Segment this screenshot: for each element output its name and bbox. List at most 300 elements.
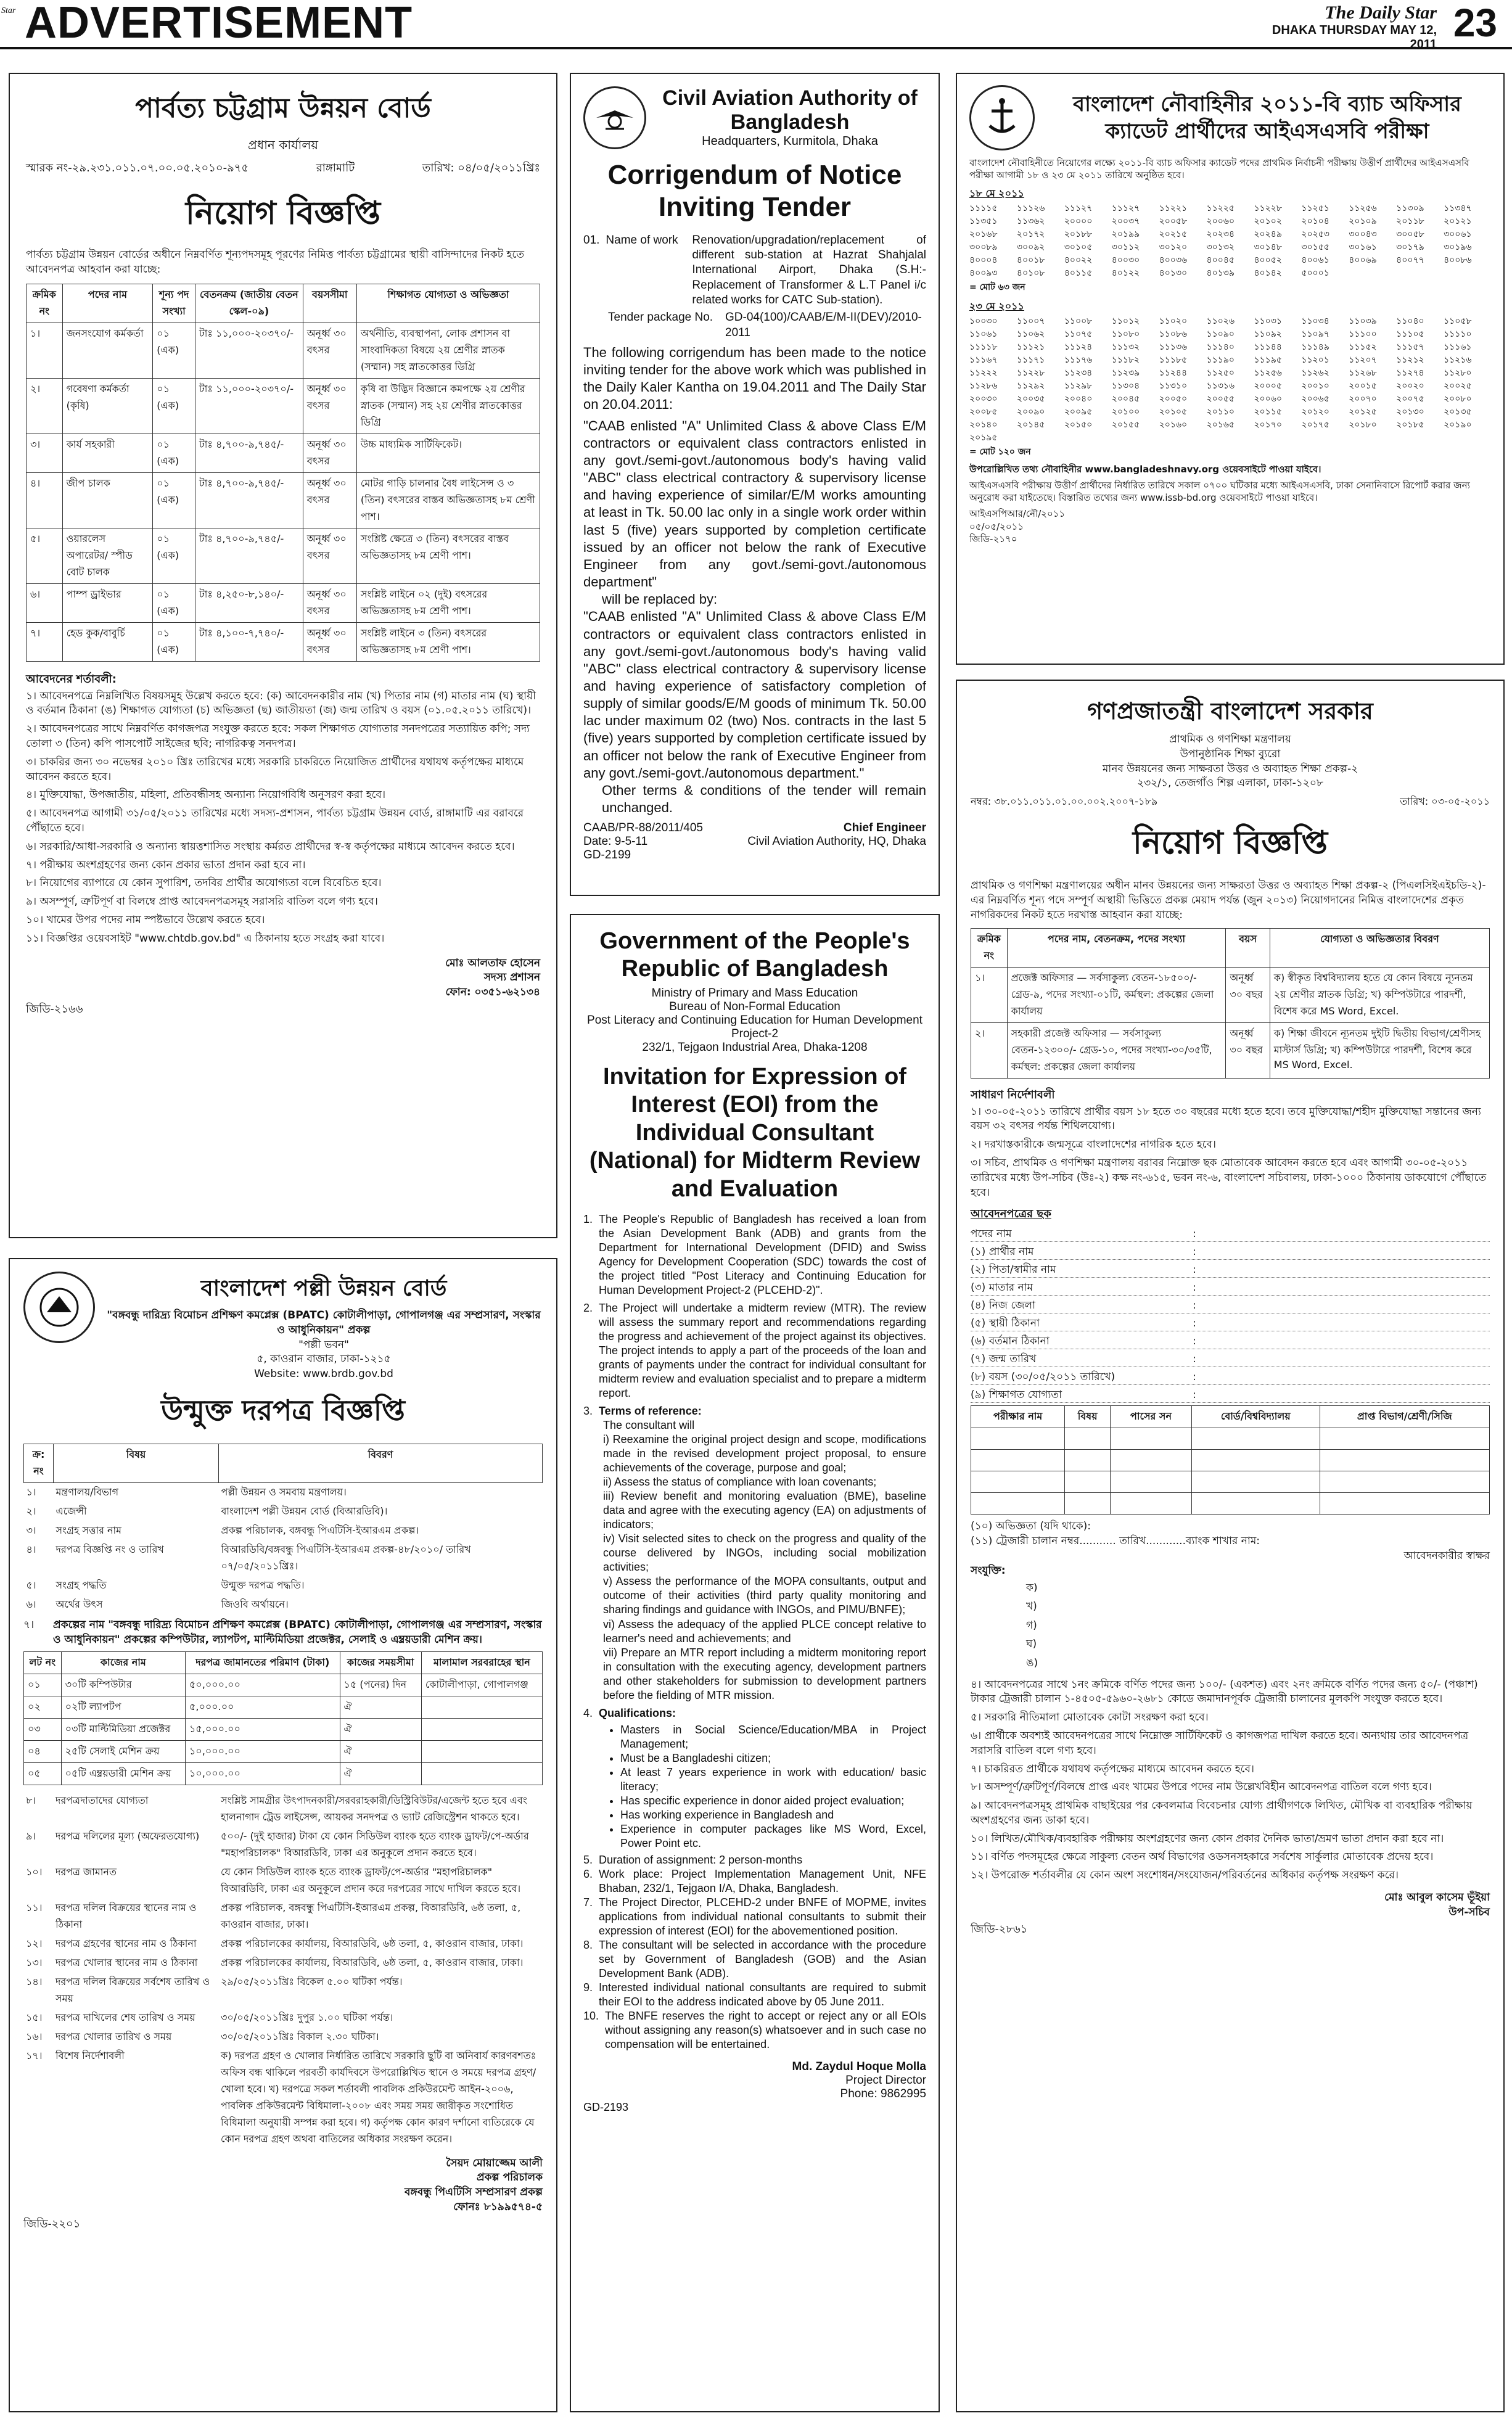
table-cell — [421, 1696, 542, 1718]
list-item: • Has working experience in Bangladesh and — [620, 1808, 926, 1822]
table-header: পদের নাম — [62, 284, 153, 323]
roll-number: ১১০৮০ — [1111, 329, 1140, 339]
navy-intro: বাংলাদেশ নৌবাহিনীতে নিয়োগের লক্ষ্যে ২০১১-বি ব্যাচ অফিসার ক্যাডেট পদের প্রাথমিক নির্বাচনী পরীক্ষায় উত্তীর্ণ প্রার্থীদের আইএসএসবি পরীক্ষা আগামী ১৮ ও ২৩ মে ২০১১ তারিখে অনুষ্ঠিত হবে। — [969, 157, 1469, 181]
table-cell: ৩০/০৫/২০১১খ্রিঃ দুপুর ১.০০ ঘটিকা পর্যন্ত। — [221, 2011, 393, 2023]
brdb-details — [23, 1791, 543, 2149]
brdb-signer-project: বঙ্গবন্ধু পিএটিসি সম্প্রসারণ প্রকল্প — [405, 2186, 543, 2199]
table-cell: এজেন্সী — [55, 1505, 87, 1517]
table-header: পরীক্ষার নাম — [971, 1406, 1065, 1428]
roll-number: ২০১১০ — [1206, 406, 1235, 417]
roll-number: ১১১৫২ — [1349, 342, 1377, 352]
roll-number: ৪০০৩৬ — [1159, 255, 1188, 265]
caab-p2: Other terms & conditions of the tender will remain unchanged. — [602, 782, 926, 816]
table-cell: ০২টি ল্যাপটপ — [61, 1696, 185, 1718]
gov-edu-exp: (১০) অভিজ্ঞতা (যদি থাকে): — [971, 1520, 1091, 1533]
table-cell: ক) স্বীকৃত বিশ্ববিদ্যালয় হতে যে কোন বিষয়ে ন্যূনতম ২য় শ্রেণীর স্নাতক ডিগ্রি; খ) কম্পিউটারে পারদর্শী, বিশেষ করে MS Word, Excel. — [1270, 967, 1489, 1022]
table-cell: অনূর্ধ্ব ৩০ বছর — [1226, 967, 1270, 1022]
table-cell: ০২ — [24, 1696, 62, 1718]
brdb-item7-no: ৭। — [23, 1618, 35, 1631]
table-cell: অনূর্ধ্ব ৩০ বৎসর — [303, 472, 356, 528]
gov-edu-general — [971, 1105, 1490, 1201]
navy-day2-label: ২৩ মে ২০১১ — [969, 300, 1024, 312]
table-header: বোর্ড/বিশ্ববিদ্যালয় — [1192, 1406, 1320, 1428]
roll-number: ১১২৫৬ — [1349, 203, 1377, 213]
roll-number: ২০১২১ — [1444, 216, 1472, 226]
table-header: বয়স — [1226, 928, 1270, 967]
caab-pkg-label: Tender package No. — [608, 311, 713, 324]
gov-edu-challan: (১১) ট্রেজারী চালান নম্বর........... তারিখ............ব্যাংক শাখার নাম: — [971, 1535, 1260, 1548]
navy-ref: আইএসপিআর/নৌ/২০১১ — [969, 508, 1066, 520]
list-item: ii) Assess the status of compliance with loan covenants; — [603, 1476, 877, 1489]
roll-number: ১১০১২ — [1111, 316, 1140, 326]
table-cell: টাঃ ৪,৭০০-৯,৭৪৫/- — [195, 528, 303, 583]
table-cell: ০৫ — [24, 1762, 62, 1785]
table-cell: অনূর্ধ্ব ৩০ বৎসর — [303, 622, 356, 661]
form-field — [971, 1349, 1490, 1367]
roll-number: ১১০৬১ — [969, 329, 998, 339]
caab-ref: CAAB/PR-88/2011/405 — [583, 821, 703, 835]
roll-number: ১১৩০৪ — [1111, 380, 1140, 391]
roll-number: ৩০১৫৫ — [1301, 242, 1329, 252]
table-cell: ০৪ — [24, 1740, 62, 1762]
roll-number: ১১২৪৪ — [1159, 368, 1188, 378]
roll-number: ২০১২০ — [1301, 406, 1329, 417]
roll-number: ১১১২৭ — [1111, 203, 1140, 213]
table-header: কাজের সময়সীমা — [340, 1651, 421, 1674]
table-cell: ০১ (এক) — [153, 622, 195, 661]
roll-number: ৪০০৬৯ — [1349, 255, 1377, 265]
table-cell: টাঃ ৪,২৫০-৮,১৪০/- — [195, 583, 303, 622]
roll-number: ২০২৩৪ — [1206, 229, 1235, 239]
table-cell: মন্ত্রণালয়/বিভাগ — [55, 1486, 119, 1498]
roll-number: ১০০৩০ — [969, 316, 998, 326]
table-cell: ঐ — [340, 1718, 421, 1740]
table-cell: দরপত্র দলিলের মূল্য (অফেরতযোগ্য) — [55, 1830, 200, 1842]
table-cell: অনূর্ধ্ব ৩০ বৎসর — [303, 583, 356, 622]
gov-edu-attach-lines: ক) খ) গ) ঘ) ঙ) — [1026, 1581, 1038, 1669]
list-item: ১০। খামের উপর পদের নাম স্পষ্টভাবে উল্লেখ করতে হবে। — [26, 913, 265, 926]
table-header: শূন্য পদ সংখ্যা — [153, 284, 195, 323]
gov-edu-bureau: উপানুষ্ঠানিক শিক্ষা ব্যুরো — [1180, 747, 1281, 760]
navy-day2-note: = মোট ১২০ জন — [969, 446, 1031, 457]
table-row — [23, 1973, 543, 2008]
chtdb-title: নিয়োগ বিজ্ঞপ্তি — [186, 194, 380, 232]
roll-number: ২০১০২ — [1254, 216, 1282, 226]
table-row — [24, 1762, 543, 1785]
roll-number: ১১৩৬২ — [1016, 216, 1045, 226]
table-cell: অর্থনীতি, ব্যবস্থাপনা, লোক প্রশাসন বা সাংবাদিকতা বিষয়ে ২য় শ্রেণীর স্নাতক (সম্মান) সহ স্নাতকোত্তর ডিগ্রি — [356, 323, 540, 378]
table-cell: প্রকল্প পরিচালক, বঙ্গবন্ধু পিএটিসি-ইআরএম প্রকল্প। — [221, 1524, 419, 1536]
table-cell: ১১। — [26, 1901, 43, 1913]
ad-brdb — [9, 1258, 557, 2412]
eoi-gd: GD-2193 — [583, 2101, 629, 2114]
roll-number: ২০২৪৯ — [1254, 229, 1282, 239]
roll-number: ৪০০৭৭ — [1396, 255, 1424, 265]
roll-number: ১১১১০ — [1444, 329, 1472, 339]
form-field-colon: : — [1193, 1299, 1196, 1312]
roll-number: ২০১৬৫ — [1206, 419, 1235, 430]
roll-number: ৩০১৪৮ — [1254, 242, 1282, 252]
roll-number: ১১০২০ — [1159, 316, 1188, 326]
roll-number: ২০০১৫ — [1349, 380, 1377, 391]
roll-number: ২০০৪০ — [1064, 393, 1093, 404]
table-cell: ওয়ারলেস অপারেটর/ স্পীড বোট চালক — [62, 528, 153, 583]
table-cell: ঐ — [340, 1740, 421, 1762]
eoi-n10: 10. — [583, 2010, 599, 2023]
list-item: ৯। আবেদনপত্রসমূহ প্রাথমিক বাছাইয়ের পর কেবলমাত্র বিবেচনার যোগ্য প্রার্থীগণকে লিখিত, মৌখিক বা ব্যবহারিক পরীক্ষায় অংশগ্রহণের জন্য ডাকা হবে। — [971, 1799, 1473, 1827]
list-item: • Has specific experience in donor aided project evaluation; — [620, 1794, 926, 1808]
roll-number: ১১২৮৬ — [969, 380, 998, 391]
eoi-gov: Government of the People's Republic of Bangladesh — [599, 928, 910, 982]
roll-number: ২০১৬০ — [1159, 419, 1188, 430]
table-cell: ০১ (এক) — [153, 323, 195, 378]
table-cell: ৩০/০৫/২০১১খ্রিঃ বিকাল ২.৩০ ঘটিকা। — [221, 2030, 379, 2042]
roll-number: ২০০৩৭ — [1111, 216, 1140, 226]
eoi-quals — [583, 1723, 926, 1851]
table-row — [23, 1827, 543, 1863]
table-cell: ৫০,০০০.০০ — [185, 1674, 340, 1696]
navy-title: বাংলাদেশ নৌবাহিনীর ২০১১-বি ব্যাচ অফিসার ক্যাডেট প্রার্থীদের আইএসএসবি পরীক্ষা — [1073, 91, 1461, 144]
table-cell: অনূর্ধ্ব ৩০ বৎসর — [303, 378, 356, 434]
table-cell: টাঃ ৪,৭০০-৯,৭৪৫/- — [195, 434, 303, 472]
chtdb-signer-name: মোঃ আলতাফ হোসেন — [445, 956, 540, 969]
roll-number: ২০১৮৫ — [1396, 419, 1424, 430]
table-cell — [421, 1762, 542, 1785]
roll-number: ২০১৬৮ — [969, 229, 998, 239]
roll-number: ৩০১৯৬ — [1444, 242, 1472, 252]
eoi-n1: 1. — [583, 1212, 593, 1225]
gov-edu-intro: প্রাথমিক ও গণশিক্ষা মন্ত্রণালয়ের অধীন মানব উন্নয়নের জন্য সাক্ষরতা উত্তর ও অব্যাহত শিক্ষা প্রকল্প-২ (পিএলসিইএইচডি-২)-এর নিম্নবর্ণিত শূন্য পদে সম্পূর্ণ অস্থায়ী ভিত্তিতে প্রকল্প মেয়াদ পর্যন্ত (জুন ২০১৩) নিয়োগদানের নিমিত্ত বাংলাদেশের প্রকৃত নাগরিকদের নিকট হতে দরখাস্ত আহবান করা যাচ্ছে: — [971, 879, 1486, 921]
table-header: বয়সসীমা — [303, 284, 356, 323]
roll-number: ১১৩১৬ — [1206, 380, 1235, 391]
caab-pkg-value: GD-04(100)/CAAB/E/M-II(DEV)/2010-2011 — [725, 311, 922, 339]
roll-number: ১১১৮৫ — [1159, 355, 1188, 365]
list-item: ৬। প্রার্থীকে অবশ্যই আবেদনপত্রের সাথে নিম্নোক্ত সার্টিফিকেট ও কাগজপত্র দাখিল করতে হবে। অন্যথায় তার আবেদনপত্র সরাসরি বাতিল বলে গণ্য হবে। — [971, 1729, 1469, 1757]
roll-number: ২০০৩৫ — [1016, 393, 1045, 404]
roll-number: ৪০০৯৩ — [969, 268, 998, 278]
caab-item-no: 01. — [583, 233, 600, 247]
roll-number: ১১০৩১ — [1254, 316, 1282, 326]
eoi-p7: The Project Director, PLCEHD-2 under BNFE of MOPME, invites applications from individual national consultants to submit their expression of interest (EOI) for the abovementioned position. — [599, 1896, 926, 1938]
roll-number: ২০০৮৫ — [969, 406, 998, 417]
eoi-n8: 8. — [583, 1939, 593, 1952]
table-cell: ০১ (এক) — [153, 528, 195, 583]
table-cell: প্রজেক্ট অফিসার — সর্বসাকুল্য বেতন-১৮৫০০/- গ্রেড-৯, পদের সংখ্যা-০১টি, কর্মস্থল: প্রকল্পের জেলা কার্যালয় — [1007, 967, 1226, 1022]
roll-number: ২০১৭০ — [1254, 419, 1282, 430]
table-cell: ৪। — [26, 1543, 36, 1555]
table-cell: দরপত্র খোলার স্থানের নাম ও ঠিকানা — [55, 1956, 198, 1968]
roll-number: ২০০৫৫ — [1206, 393, 1235, 404]
ad-navy — [956, 73, 1505, 665]
list-item: ১। ৩০-০৫-২০১১ তারিখে প্রার্থীর বয়স ১৮ হতে ৩০ বছরের মধ্যে হতে হবে। তবে মুক্তিযোদ্ধা/শহীদ মুক্তিযোদ্ধা সন্তানের জন্য বয়স ৩২ বৎসর পর্যন্ত শিথিলযোগ্য। — [971, 1105, 1481, 1133]
eoi-qual-title: Qualifications: — [599, 1706, 676, 1719]
navy-day1-note: = মোট ৬৩ জন — [969, 282, 1025, 292]
gov-edu-title: নিয়োগ বিজ্ঞপ্তি — [1133, 824, 1328, 862]
table-cell: ৭। — [27, 622, 63, 661]
roll-number: ৩০১২০ — [1159, 242, 1188, 252]
table-cell: ৫০০/- (দুই হাজার) টাকা যে কোন সিডিউল ব্যাংক হতে ব্যাংক ড্রাফট/পে-অর্ডার "মহাপরিচালক" বিআরডিবি, ঢাকা এর অনুকূলে প্রদান করতে হবে। — [221, 1830, 529, 1859]
roll-number: ১১২৫৬ — [1254, 368, 1282, 378]
roll-number: ৩০১০৫ — [1064, 242, 1093, 252]
roll-number: ১১১৪৯ — [1301, 342, 1329, 352]
roll-number: ১১২৮০ — [1444, 368, 1472, 378]
table-cell: ১৫,০০০.০০ — [185, 1718, 340, 1740]
roll-number: ৪০০৬১ — [1301, 255, 1329, 265]
roll-number: ২০১৩৫ — [1444, 406, 1472, 417]
table-cell: ০১ — [24, 1674, 62, 1696]
table-cell: ২৫টি সেলাই মেশিন ক্রয় — [61, 1740, 185, 1762]
table-row — [27, 434, 540, 472]
section-title: ADVERTISEMENT — [25, 0, 413, 47]
list-item: ৭। পরীক্ষায় অংশগ্রহণের জন্য কোন প্রকার ভাতা প্রদান করা হবে না। — [26, 858, 306, 871]
brdb-title: উন্মুক্ত দরপত্র বিজ্ঞপ্তি — [161, 1393, 405, 1427]
table-cell: কৃষি বা উদ্ভিদ বিজ্ঞানে কমপক্ষে ২য় শ্রেণীর স্নাতক (সম্মান) সহ ২য় শ্রেণীর স্নাতকোত্তর ডিগ্রি — [356, 378, 540, 434]
table-cell: ক) দরপত্র গ্রহণ ও খোলার নির্ধারিত তারিখে সরকারি ছুটি বা অনিবার্য কারণবশতঃ অফিস বন্ধ থাকিলে পরবর্তী কার্যদিবসে উপরোল্লিখিত স্থানে ও সময়ে দরপত্র গ্রহণ/খোলা হবে। খ) দরপত্রে সকল শর্তাবলী পাবলিক প্রকিউরমেন্ট আইন-২০০৬, পাবলিক প্রকিউরমেন্ট বিধিমালা-২০০৮ এবং সময় সময় জারীকৃত সংশোধিত বিধিমালা অনুযায়ী সম্পন্ন করা হবে। গ) কর্তৃপক্ষ কোন কারণ দর্শানো ব্যতিরেকে যে কোন দরপত্র গ্রহণ অথবা বাতিলের অধিকার সংরক্ষণ করেন। — [221, 2049, 536, 2145]
form-field-colon: : — [1193, 1317, 1196, 1330]
table-cell: ৫। — [26, 1579, 36, 1591]
form-field — [971, 1260, 1490, 1278]
table-cell: ০১ (এক) — [153, 378, 195, 434]
table-cell: ১৬। — [26, 2030, 43, 2042]
gov-edu-signer-name: মোঃ আবুল কাসেম ভূঁইয়া — [1384, 1891, 1490, 1904]
table-cell: জীপ চালক — [62, 472, 153, 528]
roll-number: ৪০০১৮ — [1016, 255, 1045, 265]
table-header: লট নং — [24, 1651, 62, 1674]
eoi-n7: 7. — [583, 1896, 593, 1909]
roll-number: ৫০০০১ — [1301, 268, 1329, 278]
roll-number: ১১২৯৮ — [1064, 380, 1093, 391]
navy-date: ০৫/০৫/২০১১ — [969, 520, 1024, 532]
navy-day2-rolls — [969, 315, 1491, 445]
table-cell: সহকারী প্রজেক্ট অফিসার — সর্বসাকুল্য বেতন-১২৩০০/- গ্রেড-১০, পদের সংখ্যা-৩০/৩৫টি, কর্মস্থল: প্রকল্পের জেলা কার্যালয় — [1007, 1022, 1226, 1078]
roll-number: ৩০১৩২ — [1206, 242, 1235, 252]
table-cell: দরপত্র খোলার তারিখ ও সময় — [55, 2030, 172, 2042]
table-row — [23, 2047, 543, 2149]
list-item: ৩। চাকরির জন্য ৩০ নভেম্বর ২০১০ খ্রিঃ তারিখের মধ্যে সরকারি চাকরিতে নিয়োজিত প্রার্থীদের যথাযথ কর্তৃপক্ষের মাধ্যমে আবেদন করতে হবে। — [26, 755, 524, 783]
table-cell: অর্থের উৎস — [55, 1598, 103, 1610]
table-header: ক্রমিক নং — [971, 928, 1008, 967]
list-item: ১১। বিজ্ঞপ্তির ওয়েবসাইট "www.chtdb.gov.bd" এ ঠিকানায় হতে সংগ্রহ করা যাবে। — [26, 932, 385, 945]
roll-number: ৪০১৩০ — [1159, 268, 1188, 278]
roll-number: ১১২২৫ — [1206, 203, 1235, 213]
chtdb-place: রাঙ্গামাটি — [316, 162, 355, 175]
ad-gov-edu — [956, 680, 1505, 2412]
roll-number: ২০১০৫ — [1159, 406, 1188, 417]
form-field — [971, 1224, 1490, 1242]
chtdb-table — [26, 284, 540, 662]
table-cell: বিআরডিবি/বঙ্গবন্ধু পিএটিসি-ইআরএম প্রকল্প-৪৮/২০১০/ তারিখ ০৭/০৫/২০১১খ্রিঃ। — [221, 1543, 471, 1572]
chtdb-signer-title: সদস্য প্রশাসন — [483, 971, 540, 984]
table-cell: ০১ (এক) — [153, 472, 195, 528]
roll-number: ২০০৬০ — [1254, 393, 1282, 404]
table-row — [23, 2008, 543, 2028]
list-item: ৮। অসম্পূর্ণ/ত্রুটিপূর্ণ/বিলম্বে প্রাপ্ত এবং খামের উপরে পদের নাম উল্লেখবিহীন আবেদনপত্র বাতিল বলে গণ্য হবে। — [971, 1781, 1432, 1794]
roll-number: ১১১৭১ — [1016, 355, 1045, 365]
table-row — [23, 1954, 543, 1973]
list-item: vii) Prepare an MTR report including a midterm monitoring report in consultation with the executing agency, development partners and other stakeholders for submission to development partners before the fielding of MTR mission. — [603, 1646, 926, 1701]
roll-number: ২০০৫০ — [1159, 393, 1188, 404]
roll-number: ১১২৬২ — [1301, 368, 1329, 378]
eoi-tor-title: Terms of reference: — [599, 1405, 702, 1418]
roll-number: ১১১৯০ — [1206, 355, 1235, 365]
form-field-colon: : — [1193, 1370, 1196, 1383]
table-cell: পল্লী উন্নয়ন ও সমবায় মন্ত্রণালয়। — [221, 1486, 347, 1498]
eoi-tor-intro: The consultant will — [603, 1419, 695, 1432]
table-cell: প্রকল্প পরিচালকের কার্যালয়, বিআরডিবি, ৬ষ্ঠ তলা, ৫, কাওরান বাজার, ঢাকা। — [221, 1956, 524, 1968]
table-cell: বিশেষ নির্দেশাবলী — [55, 2049, 125, 2061]
list-item: ১২। উপরোক্ত শর্তাবলীর যে কোন অংশ সংশোধন/সংযোজন/পরিবর্তনের অধিকার কর্তৃপক্ষ সংরক্ষণ করে। — [971, 1869, 1399, 1882]
brdb-website: Website: www.brdb.gov.bd — [254, 1368, 393, 1381]
table-row — [23, 1863, 543, 1899]
roll-number: ১১১৪৪ — [1254, 342, 1282, 352]
gov-edu-gd: জিডি-২৮৬১ — [971, 1922, 1028, 1935]
table-cell: সংগ্রহ সত্তার নাম — [55, 1524, 122, 1536]
roll-number: ১১০৪০ — [1396, 316, 1424, 326]
roll-number: ৩০০৪৩ — [1349, 229, 1377, 239]
form-field — [971, 1367, 1490, 1385]
gov-edu-address: ২৩২/১, তেজগাঁও শিল্প এলাকা, ঢাকা-১২০৮ — [1137, 777, 1323, 790]
list-item: ৮। নিয়োগের ব্যাপারে যে কোন সুপারিশ, তদবির প্রার্থীর অযোগ্যতা বলে বিবেচিত হবে। — [26, 877, 382, 890]
roll-number: ২০১৯০ — [1444, 419, 1472, 430]
chtdb-office: প্রধান কার্যালয় — [247, 138, 319, 152]
chtdb-ref: স্মারক নং-২৯.২৩১.০১১.০৭.০০.০৫.২০১০-৯৭৫ — [26, 162, 249, 175]
table-row — [971, 967, 1490, 1022]
table-cell: অনূর্ধ্ব ৩০ বছর — [1226, 1022, 1270, 1078]
eoi-n6: 6. — [583, 1868, 593, 1881]
roll-number: ৩০০৮৯ — [969, 242, 998, 252]
roll-number: ১১০৯২ — [1254, 329, 1282, 339]
eoi-signer-phone: Phone: 9862995 — [840, 2087, 926, 2101]
list-item: iv) Visit selected sites to check on the progress and quality of the course delivered by INGOs, including social mobilization activities; — [603, 1532, 926, 1574]
caab-logo-icon — [583, 86, 646, 149]
table-row — [27, 528, 540, 583]
table-row — [24, 1521, 543, 1540]
brdb-address: ৫, কাওরান বাজার, ঢাকা-১২১৫ — [257, 1353, 391, 1366]
roll-number: ১১০৩৪ — [1301, 316, 1329, 326]
eoi-n3: 3. — [583, 1405, 593, 1418]
roll-number: ২০১৩০ — [1396, 406, 1424, 417]
roll-number: ২০১৪০ — [969, 419, 998, 430]
navy-logo-icon — [969, 85, 1035, 150]
eoi-ministry: Ministry of Primary and Mass Education — [651, 986, 858, 1000]
list-item: i) Reexamine the original project design and scope, modifications made in the revised development project proposal, to ensure achievements of the coverage, purpose and goal; — [603, 1433, 926, 1474]
table-cell: ৪। — [27, 472, 63, 528]
list-item: ৯। অসম্পূর্ণ, ত্রুটিপূর্ণ বা বিলম্বে প্রাপ্ত আবেদনপত্রসমূহ সরাসরি বাতিল বলে গণ্য হবে। — [26, 895, 378, 908]
roll-number: ২০১১৮ — [1396, 216, 1424, 226]
roll-number: ১১২১২ — [1396, 355, 1424, 365]
table-row — [24, 1482, 543, 1502]
table-cell: ০১ (এক) — [153, 434, 195, 472]
gov-edu-ref: নম্বর: ৩৮.০১১.০১১.০১.০০.০০২.২০০৭-১৮৯ — [971, 795, 1158, 808]
roll-number: ১১২২৮ — [1254, 203, 1282, 213]
roll-number: ১১১০৫ — [1396, 329, 1424, 339]
eoi-n4: 4. — [583, 1706, 593, 1719]
roll-number: ১১৩১০ — [1159, 380, 1188, 391]
table-cell: ১। — [971, 967, 1008, 1022]
roll-number: ১১১২৭ — [1064, 203, 1093, 213]
table-header: শিক্ষাগত যোগ্যতা ও অভিজ্ঞতা — [356, 284, 540, 323]
eoi-n2: 2. — [583, 1301, 593, 1314]
form-field-colon: : — [1193, 1281, 1196, 1294]
form-field-colon: : — [1193, 1352, 1196, 1365]
eoi-title: Invitation for Expression of Interest (EOI) from the Individual Consultant (National) for Midterm Review and Evaluation — [589, 1063, 921, 1202]
masthead-date: DHAKA THURSDAY MAY 12, 2011 — [1272, 23, 1437, 51]
roll-number: ১১০০৮ — [1064, 316, 1093, 326]
table-row — [24, 1540, 543, 1576]
roll-number: ১১০০৭ — [1016, 316, 1045, 326]
roll-number: ১১২৩৪ — [1064, 368, 1093, 378]
chtdb-signature — [26, 956, 540, 1000]
navy-instructions: আইএসএসবি পরীক্ষায় উত্তীর্ণ প্রার্থীদের নির্ধারিত তারিখে সকাল ০৭০০ ঘটিকার মধ্যে আইএসএসবি, ঢাকা সেনানিবাসে রিপোর্ট করার জন্য অনুরোধ করা যাইতেছে। বিস্তারিত তথ্যের জন্য www.issb-bd.org ওয়েবসাইটে পাওয়া যাইবে। — [969, 479, 1470, 503]
brdb-org: বাংলাদেশ পল্লী উন্নয়ন বোর্ড — [200, 1275, 447, 1301]
table-cell: জনসংযোগ কর্মকর্তা — [62, 323, 153, 378]
table-header: প্রাপ্ত বিভাগ/শ্রেণী/সিজি — [1320, 1406, 1489, 1428]
roll-number: ৪০০৩০ — [1111, 255, 1140, 265]
table-cell: ক) শিক্ষা জীবনে ন্যূনতম দুইটি দ্বিতীয় বিভাগ/শ্রেণীসহ মাস্টার্স ডিগ্রি; খ) কম্পিউটারে পারদর্শী, বিশেষ করে MS Word, Excel. — [1270, 1022, 1489, 1078]
form-field — [971, 1385, 1490, 1403]
eoi-signer-title: Project Director — [845, 2074, 926, 2087]
table-cell: সংশ্লিষ্ট লাইনে ৩ (তিন) বৎসরের অভিজ্ঞতাসহ ৮ম শ্রেণী পাশ। — [356, 622, 540, 661]
list-item: vi) Assess the adequacy of the applied PLCE concept relative to learner's need and achievements; and — [603, 1617, 926, 1645]
ad-caab — [570, 73, 940, 896]
navy-day1-label: ১৮ মে ২০১১ — [969, 187, 1024, 199]
table-header: ক্র: নং — [24, 1444, 54, 1482]
eoi-project: Post Literacy and Continuing Education for Human Development Project-2 — [587, 1013, 922, 1040]
gov-edu-applicant-sig: আবেদনকারীর স্বাক্ষর — [1403, 1549, 1490, 1562]
roll-number: ১১০৩৯ — [1349, 316, 1377, 326]
table-cell: ১২। — [26, 1937, 43, 1949]
caab-org: Civil Aviation Authority of Bangladesh — [662, 86, 918, 134]
list-item: • Masters in Social Science/Education/MBA in Project Management; — [620, 1723, 926, 1751]
roll-number: ১১৩৪৭ — [1444, 203, 1472, 213]
table-cell: ঐ — [340, 1696, 421, 1718]
chtdb-org: পার্বত্য চট্টগ্রাম উন্নয়ন বোর্ড — [135, 92, 431, 124]
table-row — [23, 1934, 543, 1954]
table-cell: কার্য সহকারী — [62, 434, 153, 472]
list-item: ২। দরখাস্তকারীকে জন্মসূত্রে বাংলাদেশের নাগরিক হতে হবে। — [971, 1138, 1217, 1151]
table-cell: কোটালীপাড়া, গোপালগঞ্জ — [421, 1674, 542, 1696]
list-item: iii) Review benefit and monitoring evaluation (BME), baseline data and agree with the executing agency (EA) on adjustments of indicators; — [603, 1490, 926, 1531]
roll-number: ৩০০৯২ — [1016, 242, 1045, 252]
table-cell: ২। — [27, 378, 63, 434]
gov-edu-table — [971, 928, 1490, 1079]
roll-number: ২০০২৫ — [1444, 380, 1472, 391]
caab-signer-org: Civil Aviation Authority, HQ, Dhaka — [747, 835, 926, 849]
roll-number: ১১২১৬ — [1444, 355, 1472, 365]
table-cell: সংশ্লিষ্ট ক্ষেত্রে ৩ (তিন) বৎসরের বাস্তব অভিজ্ঞতাসহ ৮ম শ্রেণী পাশ। — [356, 528, 540, 583]
form-field-label: (৯) শিক্ষাগত যোগ্যতা — [971, 1388, 1062, 1401]
eoi-p6: Work place: Project Implementation Management Unit, NFE Bhaban, 232/1, Tejgaon I/A, Dhaka, Bangladesh. — [599, 1868, 926, 1895]
table-cell: ১০। — [26, 1865, 43, 1878]
roll-number: ৪০০৫২ — [1254, 255, 1282, 265]
roll-number: ১১৩০৯ — [1396, 203, 1424, 213]
ad-eoi — [570, 914, 940, 2412]
chtdb-intro: পার্বত্য চট্টগ্রাম উন্নয়ন বোর্ডের অধীনে নিম্নবর্ণিত শূন্যপদসমূহ পূরণের নিমিত্ত পার্বত্য চট্টগ্রামের স্থায়ী বাসিন্দাদের নিকট হতে আবেদনপত্র আহবান করা যাচ্ছে: — [26, 249, 524, 276]
table-cell: ১। — [26, 1486, 36, 1498]
table-row — [24, 1674, 543, 1696]
roll-number: ১১২০৭ — [1349, 355, 1377, 365]
table-row — [27, 472, 540, 528]
roll-number: ১১০৬২ — [1016, 329, 1045, 339]
form-field-colon: : — [1193, 1334, 1196, 1347]
eoi-p8: The consultant will be selected in accordance with the procedure set by Government of Bangladesh (GOB) and the Asian Development Bank (ADB). — [599, 1939, 926, 1980]
brdb-signer-name: সৈয়দ মোয়াজ্জেম আলী — [446, 2156, 543, 2169]
form-field — [971, 1296, 1490, 1313]
caab-p1: The following corrigendum has been made to the notice inviting tender for the above work which was published in the Daily Kaler Kantha on 19.04.2011 and The Daily Star on 20.04.2011: — [583, 345, 926, 413]
table-cell: ০৫টি এম্ব্রয়ডারী মেশিন ক্রয় — [61, 1762, 185, 1785]
table-row — [27, 583, 540, 622]
caab-quote2: "CAAB enlisted "A" Unlimited Class & above Class E/M contractors or equivalent class contractors enlisted in any govt./semi-govt./autonomous body's having valid "ABC" class electrical contractory & supervisory license and having experience of satisfactory completion of supply of similar goods/E/M goods of minimum Tk. 50.00 lac under maximum 02 (two) Nos. contracts in the last 5 (five) years supported by completion certificate issued by an officer not below the rank of Executive Engineer from any govt./semi-govt./autonomous department." — [583, 609, 926, 781]
